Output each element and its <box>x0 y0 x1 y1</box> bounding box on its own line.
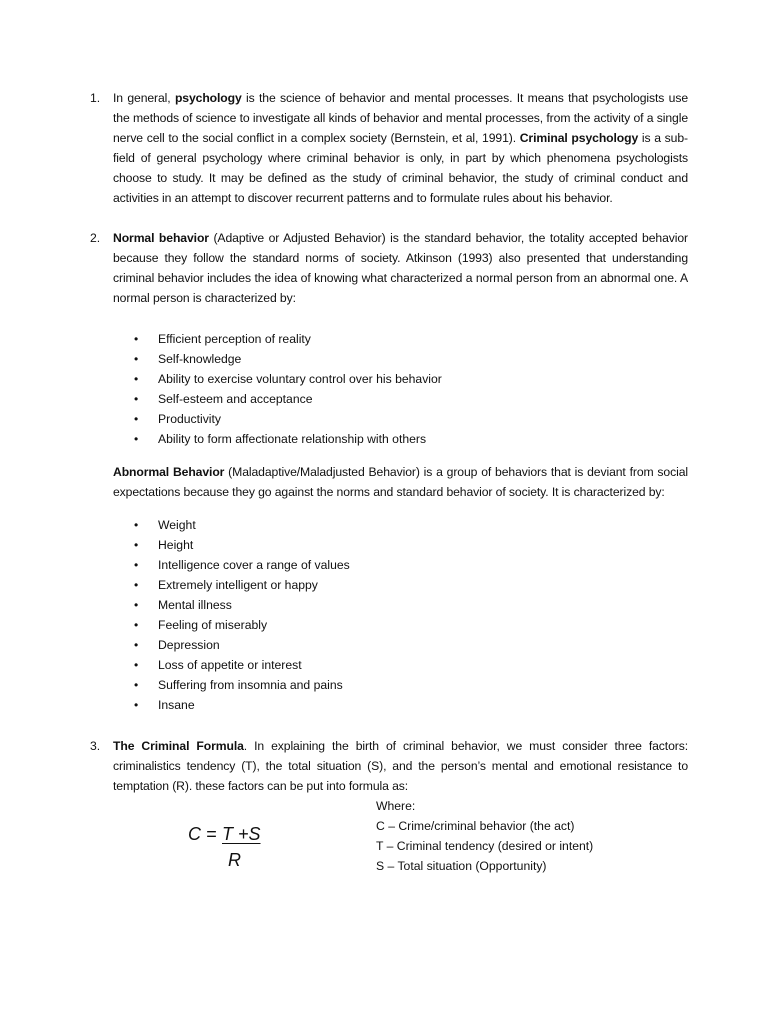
item-number: 2. <box>90 231 101 245</box>
abnormal-trait-text: Extremely intelligent or happy <box>158 577 318 592</box>
abnormal-trait-item <box>113 635 688 655</box>
item-2-paragraph <box>113 228 688 308</box>
bullet-icon: • <box>134 432 139 447</box>
abnormal-trait-text: Mental illness <box>158 597 232 612</box>
abnormal-trait-item <box>113 655 688 675</box>
normal-trait-item <box>113 429 688 449</box>
normal-trait-text: Productivity <box>158 412 221 427</box>
legend-line-t: T – Criminal tendency (desired or intent) <box>376 838 594 853</box>
normal-trait-text: Ability to form affectionate relationship with others <box>158 432 427 447</box>
bullet-icon: • <box>134 698 139 713</box>
segment: (Maladaptive/Maladjusted Behavior) is a group of behaviors that is deviant from social expectations because they go against the norms and standard behavior of society. It is characterized by: <box>113 464 688 499</box>
bullet-icon: • <box>134 638 139 653</box>
abnormal-trait-text: Depression <box>158 638 220 653</box>
bullet-icon: • <box>134 332 139 346</box>
list-item-3 <box>80 736 688 882</box>
segment: In general, <box>113 91 175 105</box>
term-normal-behavior: Normal behavior <box>113 231 209 245</box>
item-3-paragraph <box>113 736 688 796</box>
legend-line-c: C – Crime/criminal behavior (the act) <box>376 818 575 833</box>
abnormal-trait-text: Feeling of miserably <box>158 618 268 633</box>
formula-lhs: C = <box>188 823 217 844</box>
segment: . In explaining the birth of criminal behavior, we must consider three factors: criminalistics tendency (T), the total situation (S), and the person’s mental and emotional resistance to temptation (R). these factors can be put into formula as: <box>113 738 688 793</box>
bullet-icon: • <box>134 678 139 693</box>
bullet-icon: • <box>134 372 139 387</box>
formula-numerator: T +S <box>222 823 261 844</box>
abnormal-trait-item <box>113 515 688 535</box>
bullet-icon: • <box>134 412 139 427</box>
formula-section <box>113 796 688 882</box>
legend-heading: Where: <box>376 798 416 813</box>
abnormal-trait-text: Height <box>158 537 194 552</box>
normal-trait-text: Self-esteem and acceptance <box>158 392 313 407</box>
abnormal-trait-text: Weight <box>158 517 196 532</box>
normal-trait-text: Efficient perception of reality <box>158 332 311 346</box>
segment: is the science of behavior and mental processes. It means that psychologists use the methods of science to investigate all kinds of behavior and mental processes, from the activity of a single nerve cell to the social conflict in a complex society (Bernstein, et al, 1991). <box>113 91 688 145</box>
abnormal-trait-text: Suffering from insomnia and pains <box>158 678 343 693</box>
abnormal-trait-item <box>113 535 688 555</box>
abnormal-trait-item <box>113 595 688 615</box>
bullet-icon: • <box>134 597 139 612</box>
abnormal-trait-text: Loss of appetite or interest <box>158 658 302 673</box>
segment: (Adaptive or Adjusted Behavior) is the standard behavior, the totality accepted behavior because they follow the standard norms of society. Atkinson (1993) also presented that understanding criminal behavior includes the idea of knowing what characterized a normal person from an abnormal one. A normal person is characterized by: <box>113 231 688 305</box>
normal-trait-item <box>113 349 688 369</box>
abnormal-paragraph <box>113 462 688 502</box>
bullet-icon: • <box>134 392 139 407</box>
abnormal-trait-item <box>113 675 688 695</box>
abnormal-trait-item <box>113 615 688 635</box>
bullet-icon: • <box>134 557 139 572</box>
formula-denominator: R <box>228 849 241 870</box>
term-criminal-formula: The Criminal Formula <box>113 738 244 753</box>
abnormal-trait-item <box>113 575 688 595</box>
formula-legend <box>376 796 593 876</box>
abnormal-traits-list <box>113 515 688 716</box>
normal-trait-text: Ability to exercise voluntary control over his behavior <box>158 372 442 387</box>
bullet-icon: • <box>134 352 139 367</box>
abnormal-trait-text: Intelligence cover a range of values <box>158 557 350 572</box>
normal-trait-item <box>113 409 688 429</box>
list-item-1 <box>80 88 688 208</box>
bullet-icon: • <box>134 618 139 633</box>
abnormal-trait-item <box>113 555 688 575</box>
normal-traits-list <box>113 329 688 450</box>
normal-trait-item <box>113 329 688 349</box>
bullet-icon: • <box>134 517 139 532</box>
segment: is a sub-field of general psychology where criminal behavior is only, in part by which phenomena psychologists choose to study. It may be defined as the study of criminal behavior, the study of criminal conduct and activities in an attempt to discover recurrent patterns and to formulate rules about his behavior. <box>113 131 688 205</box>
term-criminal-psychology: Criminal psychology <box>519 131 639 145</box>
abnormal-trait-item <box>113 695 688 715</box>
abnormal-trait-text: Insane <box>158 698 195 713</box>
bullet-icon: • <box>134 577 139 592</box>
term-abnormal-behavior: Abnormal Behavior <box>113 464 225 479</box>
item-1-paragraph <box>113 88 688 208</box>
normal-trait-item <box>113 369 688 389</box>
bullet-icon: • <box>134 537 139 552</box>
item-number: 1. <box>90 91 101 105</box>
normal-trait-text: Self-knowledge <box>158 352 242 367</box>
bullet-icon: • <box>134 658 139 673</box>
term-psychology: psychology <box>174 91 242 105</box>
normal-trait-item <box>113 389 688 409</box>
item-number: 3. <box>90 738 101 753</box>
list-item-2 <box>80 228 688 716</box>
legend-line-s: S – Total situation (Opportunity) <box>376 858 547 873</box>
